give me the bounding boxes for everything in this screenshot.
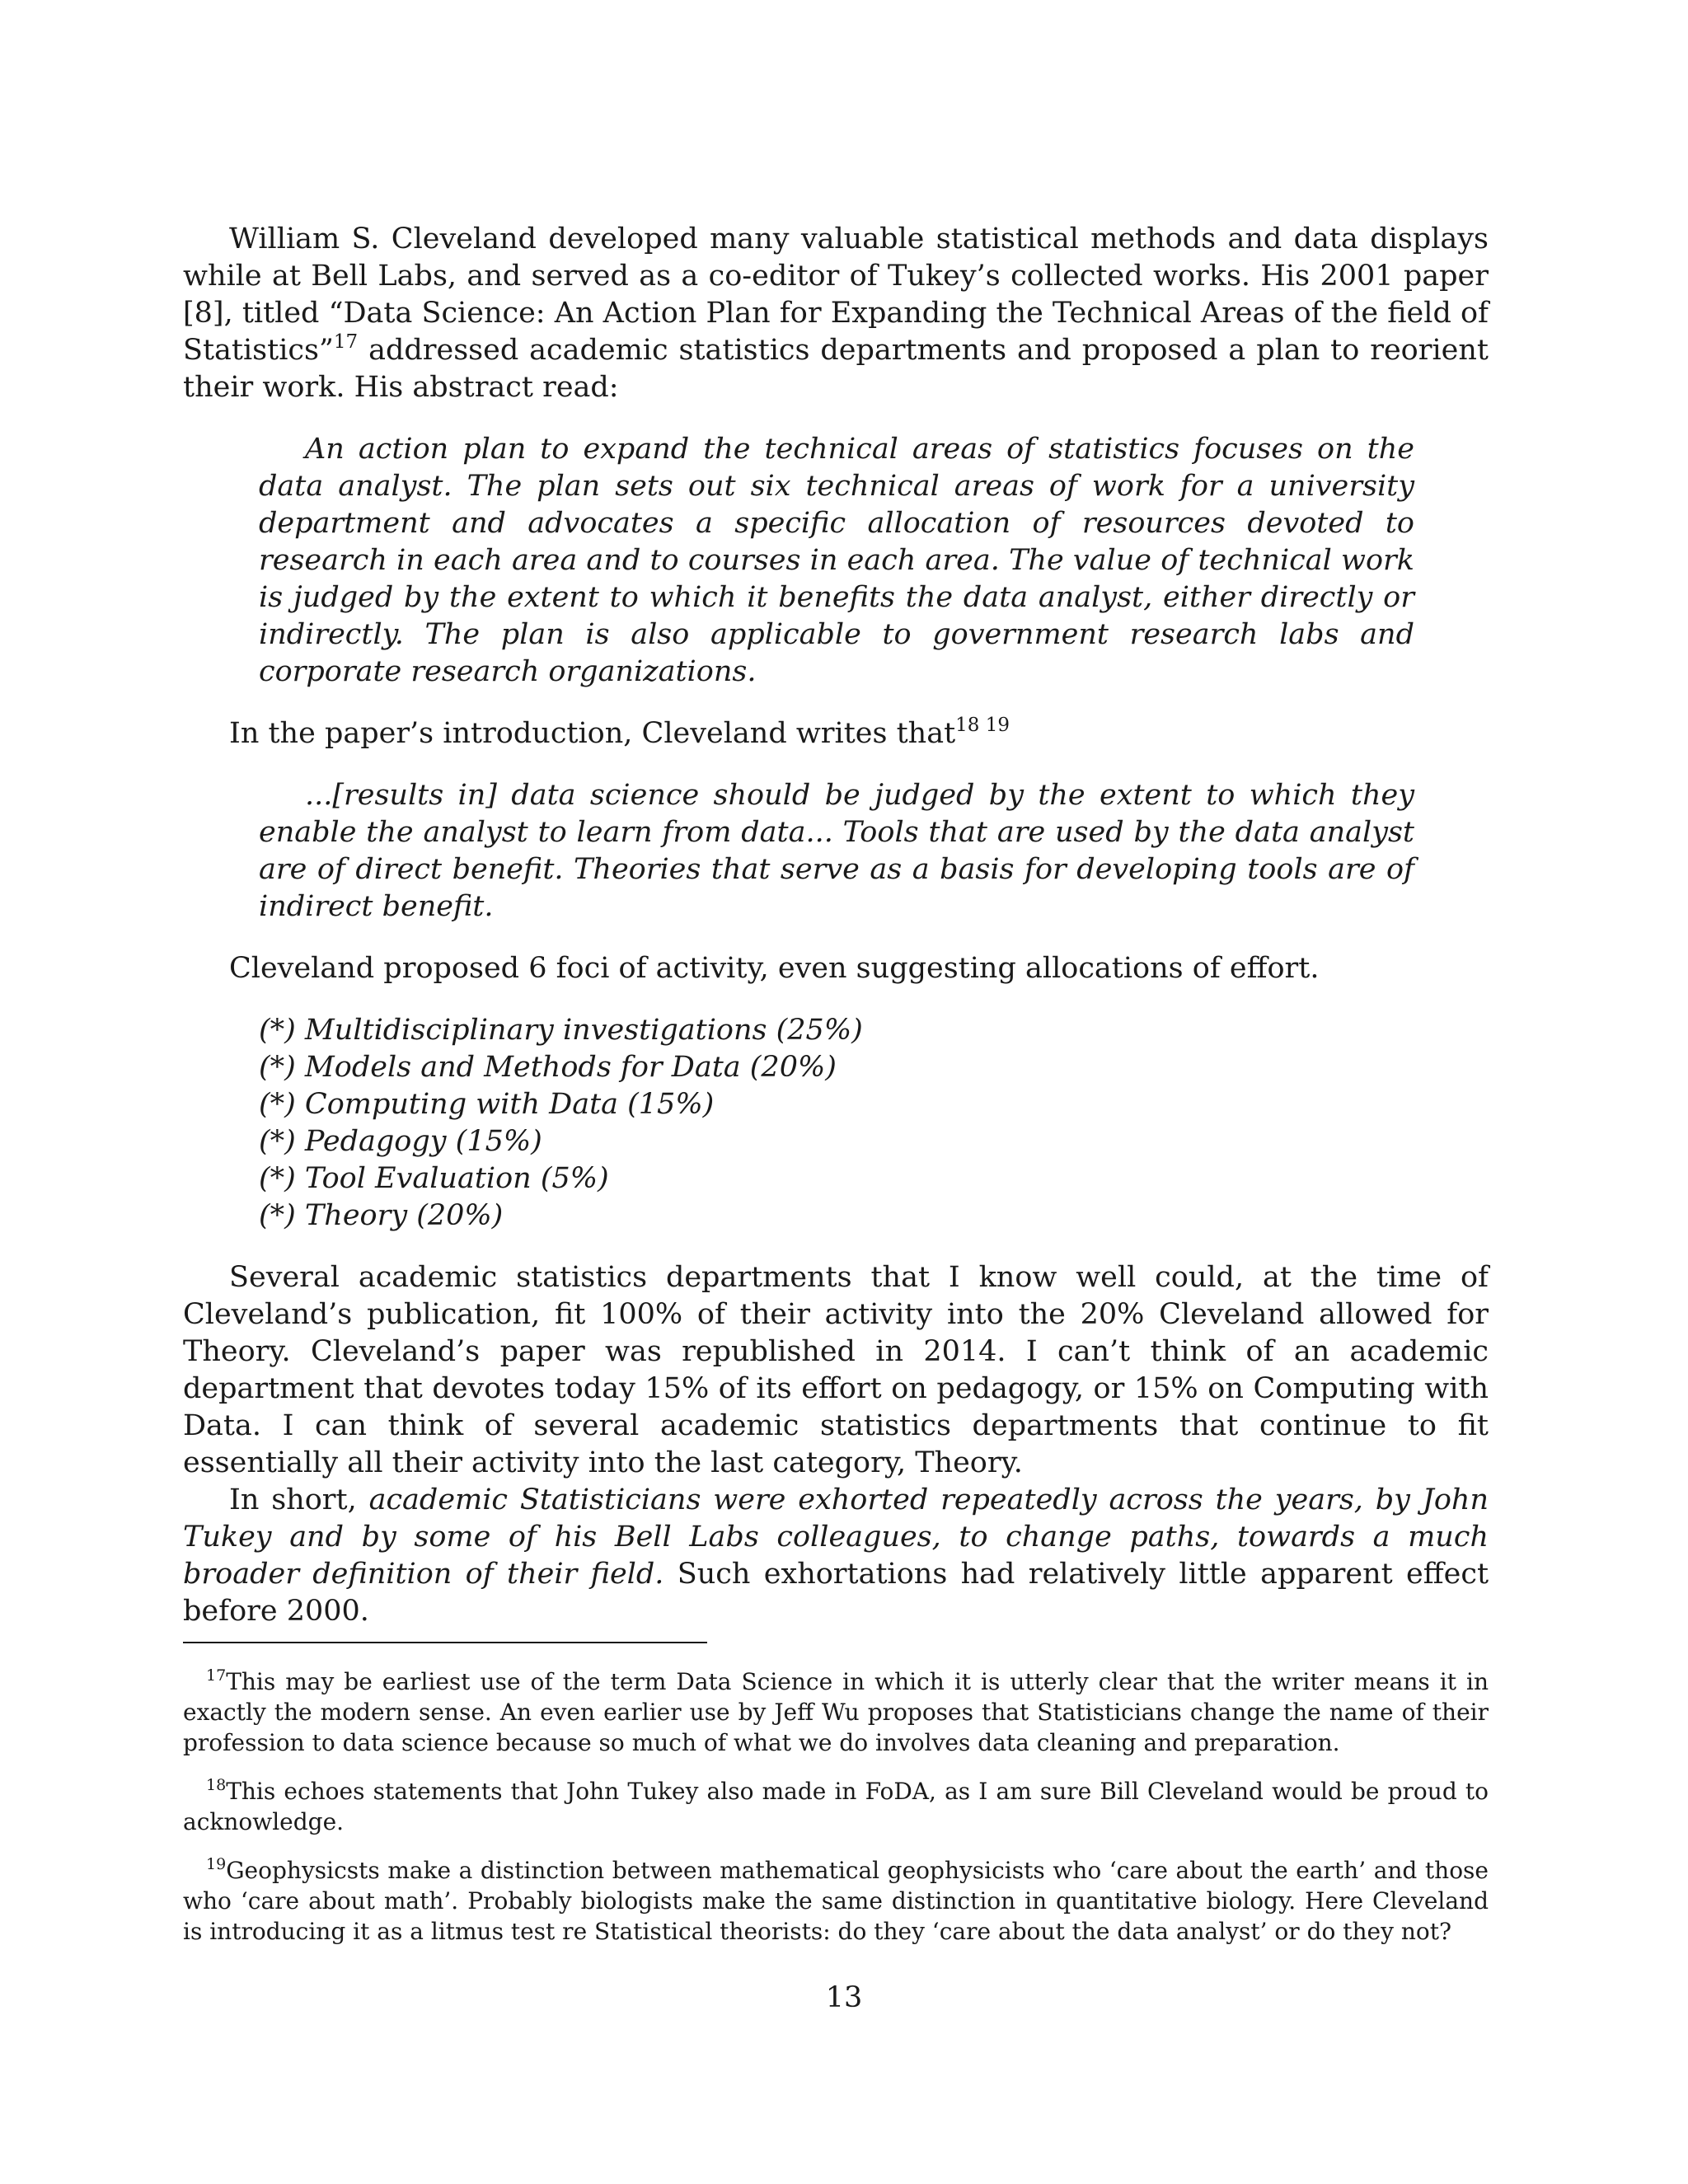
list-item: (*) Models and Methods for Data (20%) [259, 1051, 837, 1084]
footnote-text: This echoes statements that John Tukey also made in FoDA, as I am sure Bill Cleveland would be proud to acknowledge. [183, 1778, 1489, 1835]
intro-quote: ...[results in] data science should be judged by the extent to which they enable the analyst to learn from data... Tools that are used by the data analyst are of direct benefit. Theories that serve as a basis for developing tools are of indirect benefit. [259, 779, 1414, 923]
foci-list [259, 1012, 1489, 1235]
intro-lead-paragraph [183, 715, 1489, 752]
footnote-divider [183, 1642, 707, 1643]
list-item: (*) Pedagogy (15%) [259, 1125, 542, 1158]
paragraph-text-tail: addressed academic statistics departments and proposed a plan to reorient their work. His abstract read: [183, 334, 1489, 404]
paragraph-in-short [183, 1482, 1489, 1630]
footnote-mark: 19 [206, 1855, 227, 1873]
list-item: (*) Computing with Data (15%) [259, 1088, 715, 1121]
footnote-17 [183, 1666, 1489, 1758]
paragraph-cleveland-intro [183, 221, 1489, 406]
in-short-end: Such exhortations had relatively little apparent effect before 2000. [183, 1558, 1489, 1628]
page-number: 13 [825, 1981, 863, 2014]
footnote-19 [183, 1855, 1489, 1947]
paragraph-several-departments: Several academic statistics departments that I know well could, at the time of Cleveland’s publication, fit 100% of their activity into the 20% Cleveland allowed for Theory. Cleveland’s paper was republished in 2014. I can’t think of an academic department that devotes today 15% of its effort on pedagogy, or 15% on Computing with Data. I can think of several academic statistics departments that continue to fit essentially all their activity into the last category, Theory. [183, 1261, 1489, 1479]
foci-lead-paragraph: Cleveland proposed 6 foci of activity, even suggesting allocations of effort. [229, 952, 1320, 985]
footnote-18 [183, 1776, 1489, 1837]
footnote-text: This may be earliest use of the term Data Science in which it is utterly clear that the writer means it in exactly the modern sense. An even earlier use by Jeff Wu proposes that Statisticians change the name of their profession to data science because so much of what we do involves data cleaning and preparation. [183, 1668, 1489, 1756]
footnote-mark: 18 [206, 1776, 227, 1794]
intro-lead-text: In the paper’s introduction, Cleveland writes that [229, 717, 956, 750]
list-item: (*) Tool Evaluation (5%) [259, 1162, 609, 1195]
footnote-ref-18[interactable]: 18 [955, 715, 980, 736]
footnote-text: Geophysicsts make a distinction between mathematical geophysicists who ‘care about the earth’ and those who ‘care about math’. Probably biologists make the same distinction in quantitative biology. Here Cleveland is introducing it as a litmus test re Statistical theorists: do they ‘care about the data analyst’ or do they not? [183, 1857, 1489, 1945]
footnote-mark: 17 [206, 1666, 227, 1685]
abstract-quote: An action plan to expand the technical areas of statistics focuses on the data analyst. The plan sets out six technical areas of work for a university department and advocates a specific allocation of resources devoted to research in each area and to courses in each area. The value of technical work is judged by the extent to which it benefits the data analyst, either directly or indirectly. The plan is also applicable to government research labs and corporate research organizations. [259, 433, 1414, 688]
footnote-ref-19[interactable]: 19 [985, 715, 1010, 736]
list-item: (*) Multidisciplinary investigations (25%) [259, 1014, 863, 1047]
footnote-ref-17[interactable]: 17 [333, 331, 359, 353]
paragraph-text: William S. Cleveland developed many valuable statistical methods and data displays while at Bell Labs, and served as a co-editor of Tukey’s collected works. His 2001 paper [8], titled “Data Science: An Action Plan for Expanding the Technical Areas of the field of Statistics” [183, 223, 1489, 367]
page-body [183, 221, 1489, 1965]
in-short-emphasis: academic Statisticians were exhorted repeatedly across the years, by John Tukey and by some of his Bell Labs colleagues, to change paths, towards a much broader definition of their field. [183, 1483, 1489, 1591]
list-item: (*) Theory (20%) [259, 1199, 504, 1232]
in-short-start: In short, [229, 1483, 369, 1516]
